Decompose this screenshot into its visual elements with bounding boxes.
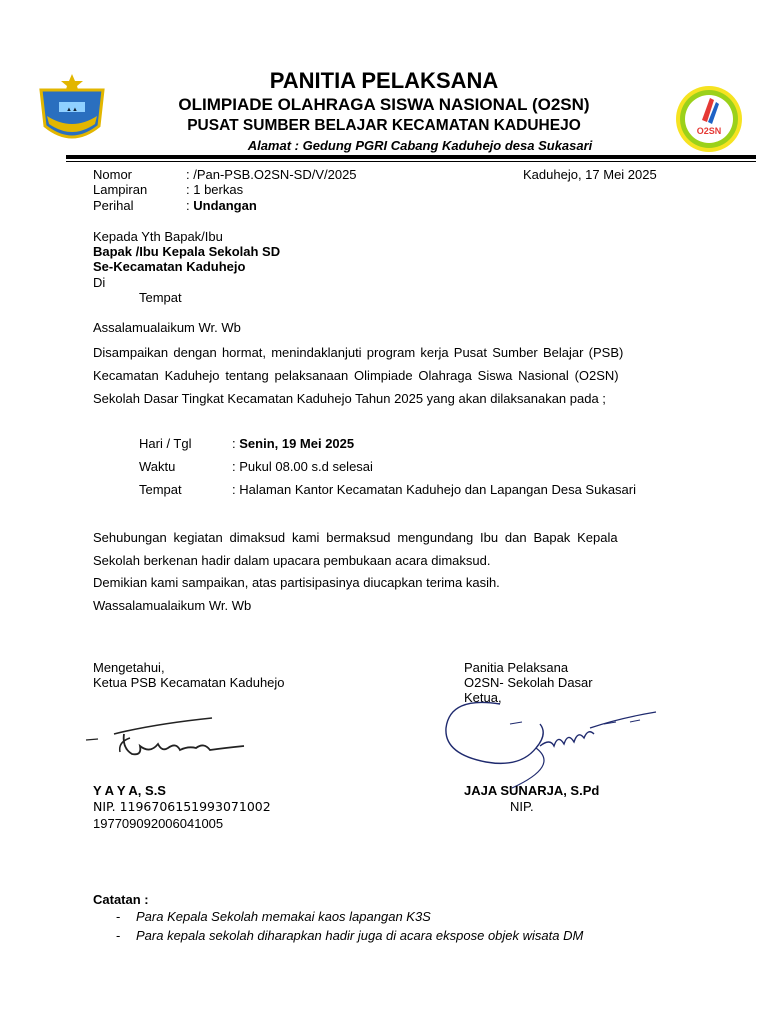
left-signature — [84, 712, 254, 778]
event-day-row — [232, 436, 354, 451]
right-signer-name: JAJA SUNARJA, S.Pd — [464, 783, 600, 798]
closing-greeting: Wassalamualaikum Wr. Wb — [93, 598, 252, 613]
note-item — [116, 928, 583, 943]
paragraph-line: Sekolah berkenan hadir dalam upacara pembukaan acara dimaksud. — [93, 553, 491, 568]
paragraph-line: Disampaikan dengan hormat, menindaklanjuti program kerja Pusat Sumber Belajar (PSB) — [93, 345, 624, 360]
note-text: Para Kepala Sekolah memakai kaos lapangan K3S — [136, 909, 431, 924]
right-sign-org: Panitia Pelaksana — [464, 660, 569, 675]
letterhead-address: Alamat : Gedung PGRI Cabang Kaduhejo desa Sukasari — [247, 138, 593, 153]
paragraph-line: Sekolah Dasar Tingkat Kecamatan Kaduhejo Tahun 2025 yang akan dilaksanakan pada ; — [93, 391, 606, 406]
letter-date: Kaduhejo, 17 Mei 2025 — [523, 167, 657, 182]
event-time-label: Waktu — [139, 459, 176, 474]
letterhead-title: PANITIA PELAKSANA — [269, 68, 499, 93]
greeting: Assalamualaikum Wr. Wb — [93, 320, 241, 335]
recipient-line: Kepada Yth Bapak/Ibu — [93, 229, 223, 244]
note-bullet: - — [116, 928, 121, 943]
nomor-label: Nomor — [93, 167, 133, 182]
note-bullet: - — [116, 909, 121, 924]
event-day-label: Hari / Tgl — [139, 436, 192, 451]
event-day-value: Senin, 19 Mei 2025 — [239, 436, 355, 451]
recipient-tempat: Tempat — [139, 290, 182, 305]
notes-title: Catatan : — [93, 892, 149, 907]
note-text: Para kepala sekolah diharapkan hadir juga di acara ekspose objek wisata DM — [136, 928, 584, 943]
right-signer-nip: NIP. — [510, 799, 534, 814]
header-divider-thick — [66, 155, 756, 159]
perihal-value: Undangan — [193, 198, 257, 213]
left-signer-name: Y A Y A, S.S — [93, 783, 166, 798]
note-item — [116, 909, 431, 924]
recipient-di: Di — [93, 275, 106, 290]
right-signature — [440, 688, 670, 798]
perihal-value-row — [186, 198, 257, 213]
left-signer-nip: NIP. 1196706151993071002 — [93, 799, 271, 814]
recipient-name: Bapak /Ibu Kepala Sekolah SD — [93, 244, 281, 259]
left-signer-nip-2: 197709092006041005 — [93, 816, 224, 831]
perihal-colon: : — [186, 198, 194, 213]
paragraph-line: Demikian kami sampaikan, atas partisipasinya diucapkan terima kasih. — [93, 575, 500, 590]
nomor-value: : /Pan-PSB.O2SN-SD/V/2025 — [186, 167, 357, 182]
lampiran-label: Lampiran — [93, 182, 148, 197]
header-divider-thin — [66, 161, 756, 162]
event-place-label: Tempat — [139, 482, 182, 497]
logo-text: O2SN — [696, 126, 722, 136]
letterhead-subtitle-2: PUSAT SUMBER BELAJAR KECAMATAN KADUHEJO — [187, 117, 581, 134]
recipient-area: Se-Kecamatan Kaduhejo — [93, 259, 246, 274]
right-sign-position: Ketua, — [464, 690, 502, 705]
paragraph-line: Sehubungan kegiatan dimaksud kami bermaksud mengundang Ibu dan Bapak Kepala — [93, 530, 618, 545]
left-sign-position: Ketua PSB Kecamatan Kaduhejo — [93, 675, 285, 690]
svg-text:▲▲: ▲▲ — [66, 107, 78, 113]
letterhead-subtitle: OLIMPIADE OLAHRAGA SISWA NASIONAL (O2SN) — [178, 95, 590, 114]
event-time-value: : Pukul 08.00 s.d selesai — [232, 459, 373, 474]
event-place-value: : Halaman Kantor Kecamatan Kaduhejo dan Lapangan Desa Sukasari — [232, 482, 636, 497]
event-day-colon: : — [232, 436, 240, 451]
right-sign-org-2: O2SN- Sekolah Dasar — [464, 675, 593, 690]
paragraph-line: Kecamatan Kaduhejo tentang pelaksanaan Olimpiade Olahraga Siswa Nasional (O2SN) — [93, 368, 619, 383]
perihal-label: Perihal — [93, 198, 134, 213]
lampiran-value: : 1 berkas — [186, 182, 244, 197]
left-sign-title: Mengetahui, — [93, 660, 165, 675]
